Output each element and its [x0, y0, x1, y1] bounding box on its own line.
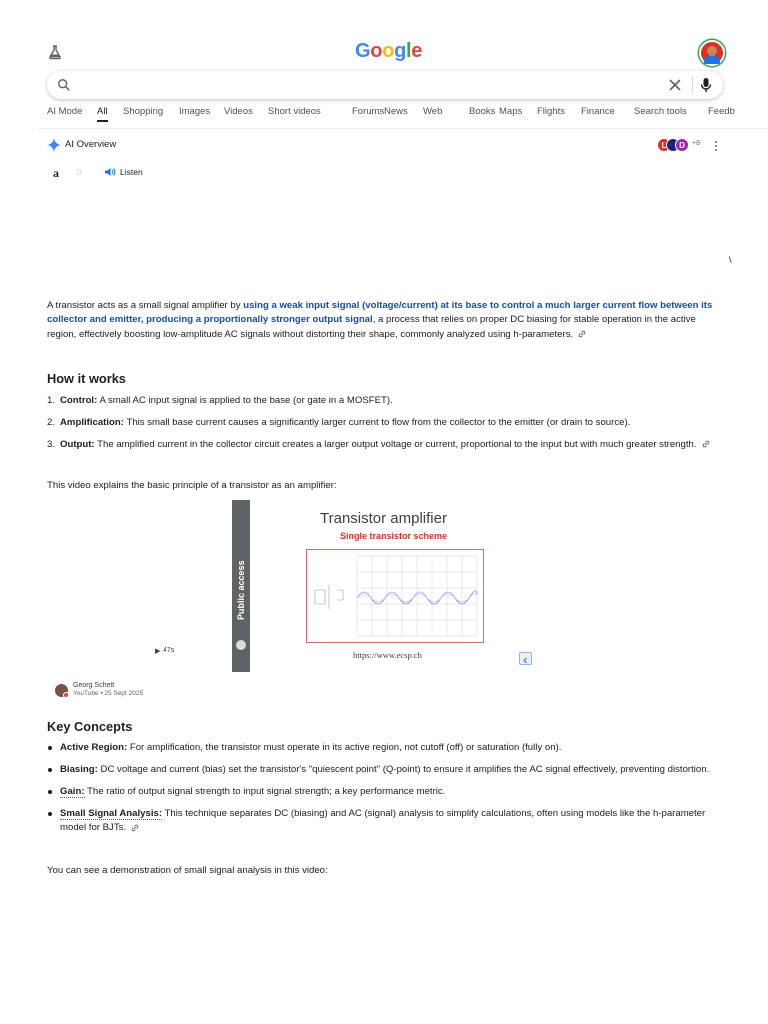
step-term: Output:: [60, 438, 95, 450]
concept-text: This technique separates DC (biasing) and AC (signal) analysis to simplify calculations, often using models like the h-parameter model for BJTs.: [60, 807, 706, 834]
logo-letter: g: [394, 40, 407, 62]
video-url: https://www.ecsp.ch: [353, 650, 422, 660]
speaker-icon[interactable]: [104, 167, 116, 177]
step-number: 1.: [47, 395, 56, 406]
slider-knob: [236, 640, 246, 650]
play-icon[interactable]: ▶: [155, 648, 161, 655]
video-intro-text: This video explains the basic principle of a transistor as an amplifier:: [47, 480, 337, 491]
step-text: A small AC input signal is applied to the base (or gate in a MOSFET).: [97, 395, 393, 406]
tab-flights[interactable]: Flights: [537, 106, 565, 117]
oscilloscope-screenshot: [306, 549, 484, 643]
listen-button[interactable]: Listen: [120, 167, 143, 177]
divider: [692, 76, 693, 94]
tab-forums[interactable]: Forums: [352, 106, 385, 117]
tab-all[interactable]: All: [97, 106, 108, 117]
ai-overview-title: AI Overview: [65, 139, 117, 150]
tab-videos[interactable]: Videos: [224, 106, 253, 117]
tab-ai-mode[interactable]: AI Mode: [47, 106, 83, 117]
side-label: [233, 554, 249, 622]
search-input[interactable]: [79, 77, 659, 93]
flask-icon[interactable]: [47, 44, 63, 60]
sparkle-icon: [47, 138, 61, 152]
step-text: This small base current causes a significantly larger current to flow from the collector to the emitter (or drain to source).: [123, 416, 631, 428]
concept-text: For amplification, the transistor must operate in its active region, not cutoff (off) or saturation (fully on).: [127, 742, 562, 753]
channel-name[interactable]: Georg Schett: [73, 682, 115, 689]
concept-term: Biasing:: [60, 763, 98, 775]
expand-icon[interactable]: [519, 652, 532, 665]
tab-books[interactable]: Books: [469, 106, 496, 117]
video-meta: YouTube • 25 Sept 2025: [73, 690, 144, 697]
source-avatar[interactable]: L: [657, 138, 671, 152]
mic-icon[interactable]: [699, 77, 713, 93]
logo-letter: e: [411, 40, 423, 62]
more-sources-count[interactable]: +8: [692, 140, 700, 147]
concept-term[interactable]: Gain:: [60, 785, 85, 797]
steps-list: [47, 394, 727, 460]
step-text: The amplified current in the collector circuit creates a larger output voltage or current, proportional to the input but with much greater strength.: [94, 438, 697, 450]
side-label-text: Public access: [236, 560, 246, 620]
section-heading: Key Concepts: [47, 719, 133, 734]
video-side-bar: [232, 500, 250, 672]
overview-paragraph: [47, 299, 723, 342]
step-item: [47, 416, 727, 430]
video-duration: 47s: [163, 647, 175, 654]
text-size-button-disabled[interactable]: a: [76, 166, 83, 178]
intro-text: A transistor acts as a small signal amplifier by: [47, 300, 244, 311]
video-title: Transistor amplifier: [320, 510, 447, 527]
logo-letter: o: [370, 40, 383, 62]
section-heading: How it works: [47, 371, 126, 386]
concept-item: [47, 763, 727, 777]
tab-news[interactable]: News: [384, 106, 408, 117]
video-thumbnail[interactable]: [232, 500, 532, 672]
step-term: Control:: [60, 395, 98, 406]
link-icon[interactable]: [702, 440, 710, 448]
tab-short-videos[interactable]: Short videos: [268, 106, 321, 117]
step-item: [47, 394, 727, 408]
tabs-divider: [38, 128, 768, 129]
concept-item: [47, 785, 727, 799]
tab-web[interactable]: Web: [423, 106, 443, 117]
link-icon[interactable]: [578, 330, 586, 338]
step-number: 3.: [47, 438, 56, 450]
tab-shopping[interactable]: Shopping: [123, 106, 164, 117]
concept-item: [47, 807, 727, 836]
concept-text: DC voltage and current (bias) set the transistor's "quiescent point" (Q-point) to ensure it amplifies the AC signal effectively, preventing distortion.: [97, 763, 710, 775]
oscilloscope-graph: [307, 550, 483, 642]
tab-maps[interactable]: Maps: [499, 106, 523, 117]
step-item: [47, 438, 727, 452]
step-number: 2.: [47, 416, 56, 428]
concept-item: [47, 741, 727, 755]
logo-letter: G: [355, 40, 371, 62]
video-intro-text-2: You can see a demonstration of small signal analysis in this video:: [47, 865, 328, 876]
tab-finance[interactable]: Finance: [581, 106, 615, 117]
google-logo[interactable]: [355, 40, 422, 63]
channel-avatar[interactable]: [55, 684, 68, 697]
key-concepts-list: [47, 741, 727, 843]
text-size-button[interactable]: a: [53, 166, 59, 180]
concept-term[interactable]: Small Signal Analysis:: [60, 807, 163, 819]
search-icon[interactable]: [57, 78, 71, 92]
video-subtitle: Single transistor scheme: [340, 531, 448, 541]
close-icon[interactable]: [667, 77, 683, 93]
active-tab-indicator: [97, 120, 108, 122]
step-term: Amplification:: [60, 416, 124, 428]
link-icon[interactable]: [131, 824, 139, 832]
tab-feedb[interactable]: Feedb: [708, 106, 735, 117]
user-avatar[interactable]: [699, 40, 725, 66]
more-options-icon[interactable]: [714, 140, 718, 152]
concept-text: The ratio of output signal strength to input signal strength; a key performance metric.: [84, 785, 446, 797]
search-box[interactable]: [47, 71, 723, 99]
intro-text-after: , a process that relies on proper DC biasing for stable operation in the active region, effectively boosting low-amplitude AC signals without distorting their shape, commonly analyzed using h-parameters.: [47, 314, 696, 340]
concept-term: Active Region:: [60, 742, 128, 753]
source-avatar[interactable]: D: [675, 138, 689, 152]
edge-glyph: \: [729, 255, 732, 265]
tab-search-tools[interactable]: Search tools: [634, 106, 687, 117]
logo-letter: o: [382, 40, 395, 62]
tab-images[interactable]: Images: [179, 106, 211, 117]
logo-letter: l: [406, 40, 412, 62]
intro-highlight: using a weak input signal (voltage/current) at its base to control a much larger current flow between its collector and emitter, producing a proportionally stronger output signal: [47, 300, 713, 326]
